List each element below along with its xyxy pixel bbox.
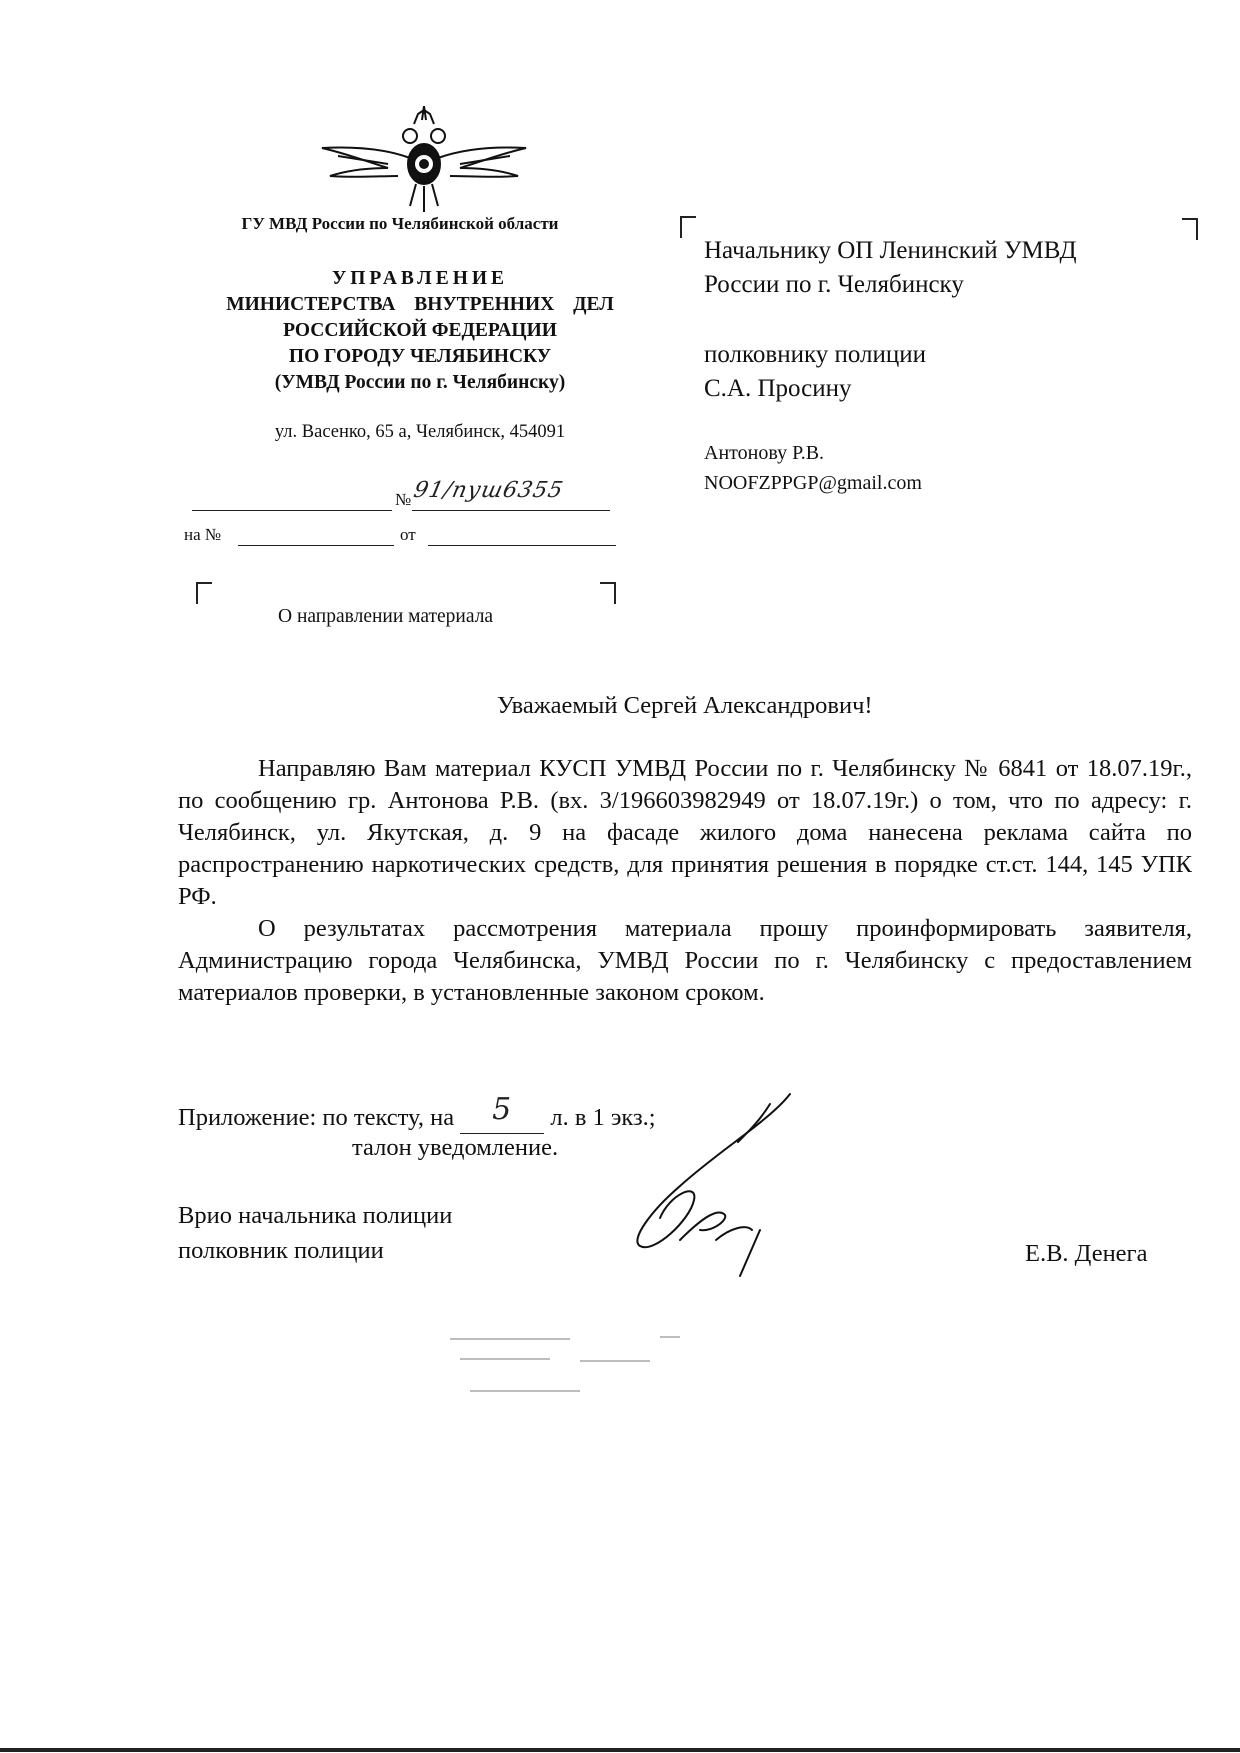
attachment-prefix: Приложение: по тексту, на [178, 1104, 455, 1131]
signer-rank: полковник полиции [178, 1237, 384, 1264]
ref-number-label: на № [184, 525, 222, 544]
ref-number-line [238, 545, 394, 546]
org-name-block [190, 266, 650, 396]
addressee-bracket-right [1182, 218, 1198, 240]
org-line: УПРАВЛЕНИЕ [331, 268, 509, 289]
copy-recipient-name: Антонову Р.В. [704, 442, 825, 464]
org-line: ПО ГОРОДУ ЧЕЛЯБИНСКУ [288, 346, 552, 367]
letter-subject: О направлении материала [278, 606, 494, 627]
eagle-emblem-icon [318, 106, 530, 214]
attachment-pages-value: 5 [492, 1092, 513, 1127]
attachment-line2: талон уведомление. [352, 1134, 559, 1161]
handwritten-signature-icon [620, 1090, 800, 1290]
reg-number-label: № [395, 490, 412, 509]
addressee-line: Начальнику ОП Ленинский УМВД [704, 237, 1077, 264]
attachment-line [178, 1092, 656, 1134]
addressee-name: С.А. Просину [704, 375, 852, 402]
addressee-line: России по г. Челябинску [704, 271, 964, 298]
attachment-pages-blank [460, 1092, 544, 1134]
reg-number-line [412, 510, 610, 511]
scan-edge-line [0, 1748, 1240, 1752]
copy-recipient-email: NOOFZPPGP@gmail.com [704, 472, 922, 494]
subject-bracket-right [600, 582, 616, 604]
subject-bracket-left [196, 582, 212, 604]
body-paragraph: О результатах рассмотрения материала прошу проинформировать заявителя, Администрацию города Челябинска, УМВД России по г. Челябинску с предоставлением материалов проверки, в установленные законом сроком. [178, 915, 1192, 1006]
body-paragraph: Направляю Вам материал КУСП УМВД России по г. Челябинску № 6841 от 18.07.19г., по сообщению гр. Антонова Р.В. (вх. 3/196603982949 от 18.07.19г.) о том, что по адресу: г. Челябинск, ул. Якутская, д. 9 на фасаде жилого дома нанесена реклама сайта по распространению наркотических средств, для принятия решения в порядке ст.ст. 144, 145 УПК РФ. [178, 755, 1192, 910]
org-line: РОССИЙСКОЙ ФЕДЕРАЦИИ [283, 320, 557, 341]
faded-stamp-icon [440, 1330, 740, 1410]
org-address: ул. Васенко, 65 а, Челябинск, 454091 [274, 422, 566, 442]
reg-number-value: 91/пуш6355 [411, 478, 566, 503]
parent-org-title: ГУ МВД России по Челябинской области [241, 214, 559, 233]
org-line: (УМВД России по г. Челябинску) [274, 372, 566, 393]
letter-body [178, 753, 1192, 1009]
ref-from-label: от [400, 525, 416, 544]
reg-date-line [192, 510, 392, 511]
signer-title: Врио начальника полиции [178, 1202, 453, 1229]
ref-from-line [428, 545, 616, 546]
greeting: Уважаемый Сергей Александрович! [497, 692, 873, 719]
addressee-bracket-left [680, 216, 696, 238]
org-line: МИНИСТЕРСТВА ВНУТРЕННИХ ДЕЛ [226, 294, 614, 315]
attachment-suffix: л. в 1 экз.; [550, 1104, 656, 1131]
addressee-rank: полковнику полиции [704, 341, 927, 368]
signer-name: Е.В. Денега [1025, 1240, 1148, 1267]
